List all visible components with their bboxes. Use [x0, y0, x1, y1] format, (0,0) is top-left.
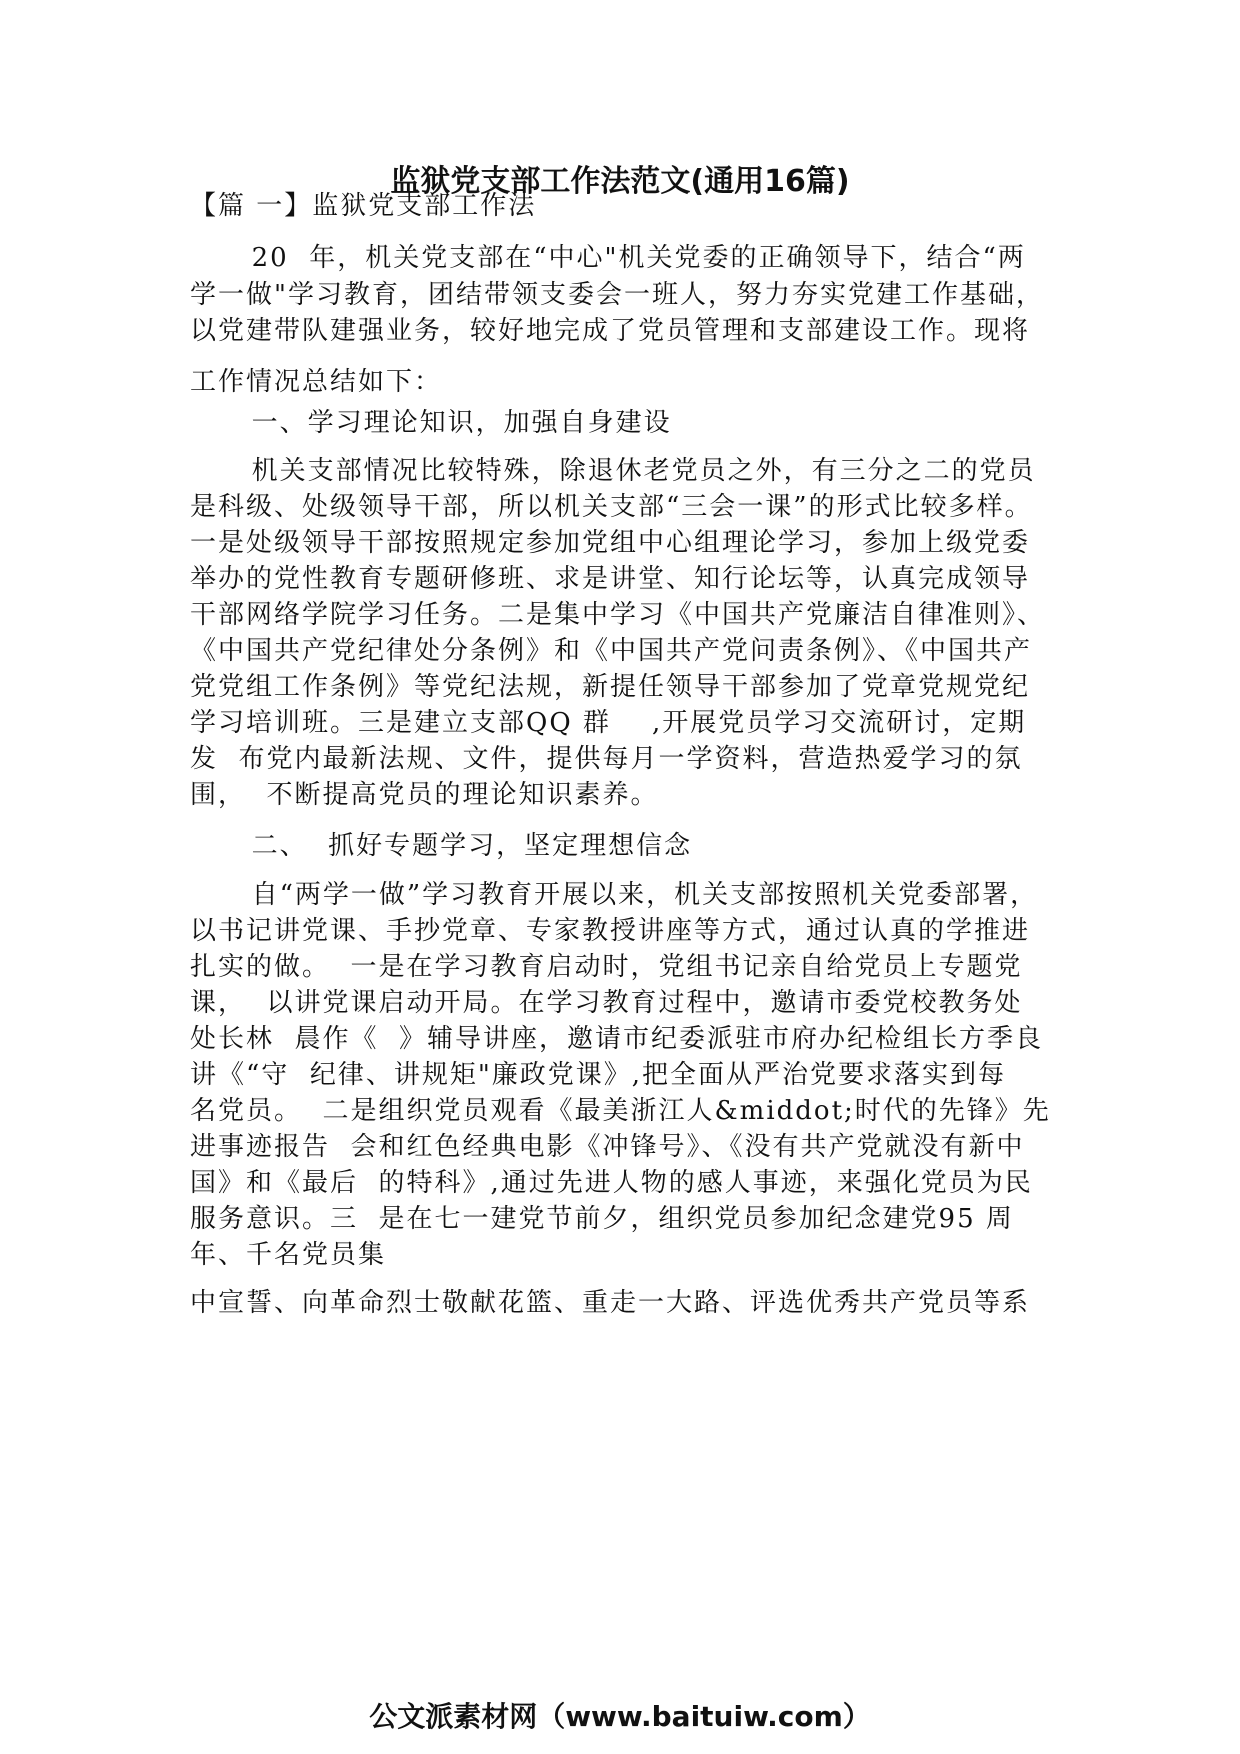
- paragraph-line: 扎实的做。 一是在学习教育启动时，党组书记亲自给党员上专题党: [190, 952, 1023, 982]
- paragraph-line: 是科级、处级领导干部，所以机关支部“三会一课”的形式比较多样。: [190, 492, 1033, 522]
- paragraph-line: 名党员。 二是组织党员观看《最美浙江人&middot;时代的先锋》先: [190, 1096, 1051, 1126]
- paragraph-line: 机关支部情况比较特殊，除退休老党员之外，有三分之二的党员: [190, 456, 1036, 486]
- paragraph-line: 讲《“守 纪律、讲规矩"廉政党课》,把全面从严治党要求落实到每: [190, 1060, 1007, 1090]
- paragraph-line: 学习培训班。三是建立支部QQ 群 ,开展党员学习交流研讨，定期: [190, 708, 1027, 738]
- paragraph-line: 《中国共产党纪律处分条例》和《中国共产党问责条例》、《中国共产: [190, 636, 1033, 666]
- paragraph-line: 20 年，机关党支部在“中心"机关党委的正确领导下，结合“两: [190, 243, 1026, 273]
- paragraph-line: 进事迹报告 会和红色经典电影《冲锋号》、《没有共产党就没有新中: [190, 1132, 1025, 1162]
- paragraph-line: 发 布党内最新法规、文件，提供每月一学资料，营造热爱学习的氛: [190, 744, 1023, 774]
- paragraph-line: 自“两学一做”学习教育开展以来，机关支部按照机关党委部署，: [190, 880, 1039, 910]
- section-heading: 【篇 一】监狱党支部工作法: [190, 191, 537, 221]
- paragraph-line: 干部网络学院学习任务。二是集中学习《中国共产党廉洁自律准则》、: [190, 600, 1046, 630]
- paragraph-line: 一是处级领导干部按照规定参加党组中心组理论学习，参加上级党委: [190, 528, 1031, 558]
- paragraph-line: 党党组工作条例》等党纪法规，新提任领导干部参加了党章党规党纪: [190, 672, 1031, 702]
- paragraph-line: 以党建带队建强业务，较好地完成了党员管理和支部建设工作。现将: [190, 316, 1031, 346]
- paragraph-line: 工作情况总结如下：: [190, 367, 443, 397]
- footer-source: 公文派素材网（www.baituiw.com）: [369, 1700, 871, 1733]
- paragraph-line: 服务意识。三 是在七一建党节前夕，组织党员参加纪念建党95 周: [190, 1204, 1014, 1234]
- paragraph-line: 年、千名党员集: [190, 1240, 387, 1270]
- document-title: 监狱党支部工作法范文(通用16篇): [390, 164, 850, 199]
- subheading-line: 一、学习理论知识，加强自身建设: [190, 408, 672, 438]
- paragraph-line: 中宣誓、向革命烈士敬献花篮、重走一大路、评选优秀共产党员等系: [190, 1288, 1031, 1318]
- paragraph-line: 以书记讲党课、手抄党章、专家教授讲座等方式，通过认真的学推进: [190, 916, 1031, 946]
- paragraph-line: 举办的党性教育专题研修班、求是讲堂、知行论坛等，认真完成领导: [190, 564, 1031, 594]
- paragraph-line: 处长林 晨作《 》辅导讲座，邀请市纪委派驻市府办纪检组长方季良: [190, 1024, 1044, 1054]
- paragraph-line: 围， 不断提高党员的理论知识素养。: [190, 780, 659, 810]
- paragraph-line: 学一做"学习教育，团结带领支委会一班人，努力夯实党建工作基础，: [190, 280, 1044, 310]
- subheading-line: 二、 抓好专题学习，坚定理想信念: [190, 831, 693, 861]
- paragraph-line: 国》和《最后 的特科》,通过先进人物的感人事迹，来强化党员为民: [190, 1168, 1033, 1198]
- paragraph-line: 课， 以讲党课启动开局。在学习教育过程中，邀请市委党校教务处: [190, 988, 1023, 1018]
